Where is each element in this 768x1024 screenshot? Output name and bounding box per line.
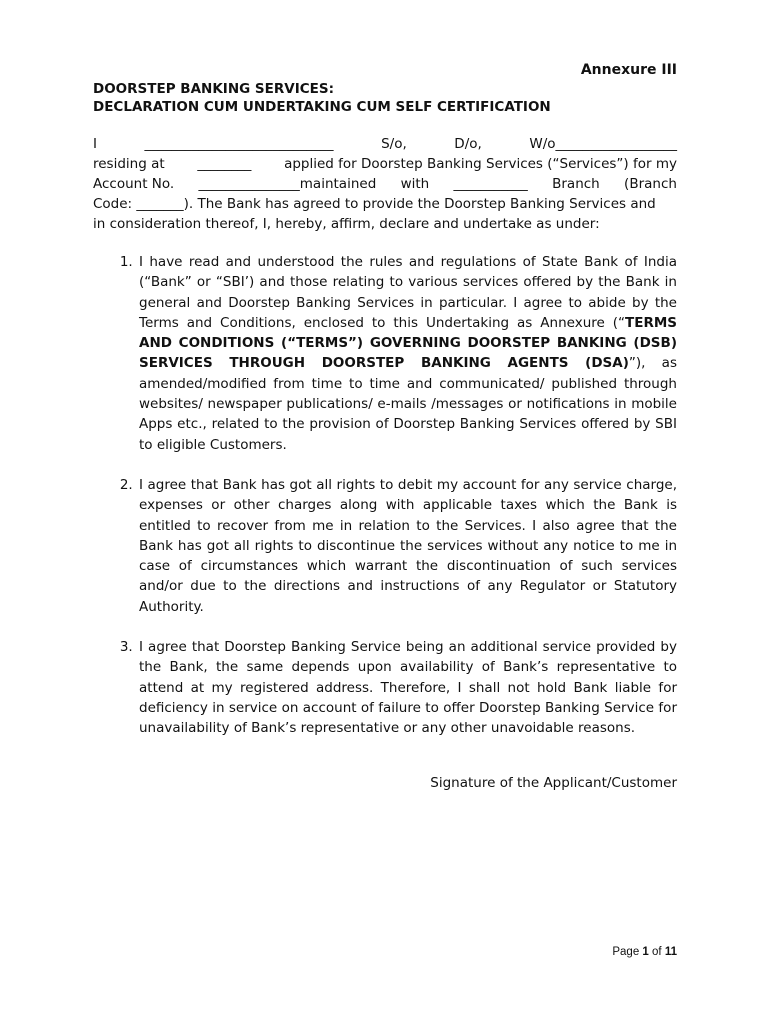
current-page: 1 bbox=[642, 946, 649, 958]
daughter-of-label: D/o, bbox=[454, 136, 482, 152]
account-label: Account No. bbox=[93, 176, 175, 192]
list-item: 3. I agree that Doorstep Banking Service being an additional service provided by the Bank, the same depends upon availability of Bank’s representative to attend at my registered address. Therefore, I shall not hold Bank liable for deficiency in service on account of failure to offer Doorstep Banking Service for unavailability of Bank’s representative or any other unavoidable reasons. bbox=[137, 637, 677, 738]
of-word: of bbox=[652, 946, 662, 958]
name-blank: ____________________________ bbox=[144, 136, 334, 152]
item-1-text-b: ”), as amended/modified from time to time and communicated/ published through websites/ newspaper publications/ e-mails /messages or notifications in mobile Apps etc., related to the provision of Doorstep Banking Services offered by SBI to eligible Customers. bbox=[139, 355, 677, 453]
item-1-text-a: I have read and understood the rules and regulations of State Bank of India (“Bank” or “SBI’) and those relating to various services offered by the Bank in general and Doorstep Banking Services in particular. I agree to abide by the Terms and Conditions, enclosed to this Undertaking as Annexure (“ bbox=[139, 254, 677, 331]
page-number bbox=[612, 946, 677, 958]
list-item bbox=[137, 252, 677, 455]
intro-line-4: Code: _______). The Bank has agreed to provide the Doorstep Banking Services and bbox=[93, 196, 656, 212]
branch-blank: ___________ bbox=[453, 176, 528, 192]
intro-line-1 bbox=[93, 134, 677, 154]
page-word: Page bbox=[612, 946, 640, 958]
signature-label: Signature of the Applicant/Customer bbox=[430, 775, 677, 791]
list-item: 2. I agree that Bank has got all rights to debit my account for any service charge, expenses or other charges along with applicable taxes which the Bank is entitled to recover from me in relation to the Services. I also agree that the Bank has got all rights to discontinue the services without any notice to me in case of circumstances which warrant the discontinuation of such services and/or due to the directions and instructions of any Regulator or Statutory Authority. bbox=[137, 475, 677, 617]
branch-open-word: (Branch bbox=[624, 176, 677, 192]
intro-pronoun: I bbox=[93, 136, 97, 152]
with-word: with bbox=[400, 176, 430, 192]
undertaking-list bbox=[93, 252, 677, 739]
title-line-2: DECLARATION CUM UNDERTAKING CUM SELF CERTIFICATION bbox=[93, 99, 551, 115]
intro-line-5: in consideration thereof, I, hereby, affirm, declare and undertake as under: bbox=[93, 216, 600, 232]
title-line-1: DOORSTEP BANKING SERVICES: bbox=[93, 81, 334, 97]
intro-paragraph bbox=[93, 134, 677, 234]
branch-word: Branch bbox=[552, 176, 600, 192]
residing-label: residing at bbox=[93, 156, 165, 172]
account-blank: _______________maintained bbox=[198, 176, 377, 192]
applied-text: applied for Doorstep Banking Services (“Services”) for my bbox=[284, 156, 677, 172]
son-of-label: S/o, bbox=[381, 136, 407, 152]
wife-of-blank: W/o__________________ bbox=[529, 136, 677, 152]
document-page bbox=[93, 60, 677, 791]
intro-line-3 bbox=[93, 174, 677, 194]
item-1-bold-text: TERMS AND CONDITIONS (“TERMS”) GOVERNING DOORSTEP BANKING (DSB) SERVICES THROUGH DOORSTEP BANKING AGENTS (DSA) bbox=[139, 314, 677, 372]
total-pages: 11 bbox=[664, 946, 677, 958]
intro-line-2 bbox=[93, 154, 677, 174]
address-blank: ________ bbox=[197, 156, 252, 172]
annexure-label: Annexure III bbox=[580, 62, 677, 78]
